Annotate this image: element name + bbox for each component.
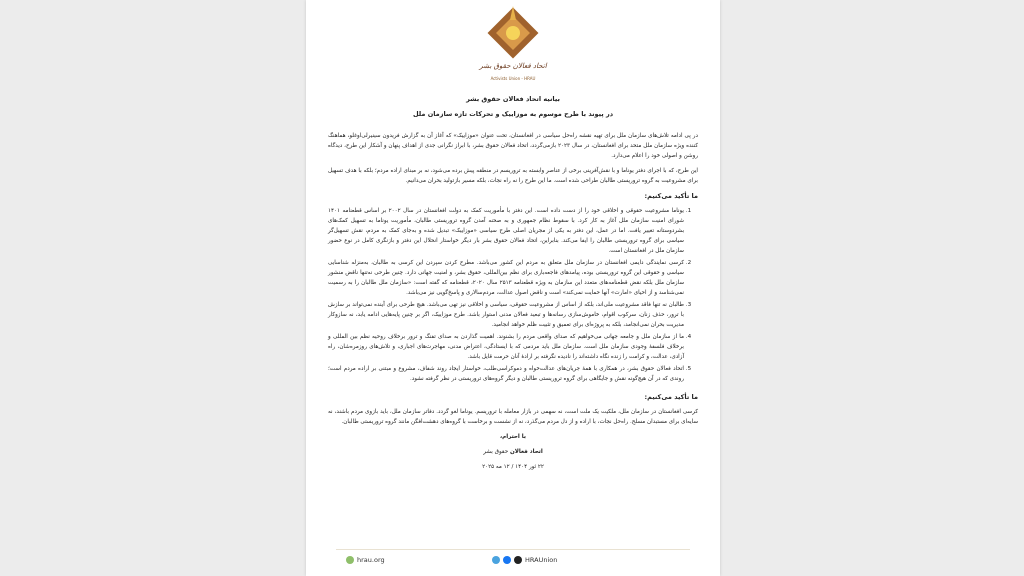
- document-page: [306, 0, 720, 576]
- signature-org-rest: حقوق بشر: [483, 449, 510, 455]
- logo-text: اتحاد فعالان حقوق بشر: [479, 62, 547, 70]
- footer-divider: [336, 549, 690, 550]
- document-title: بیانیه اتحاد فعالان حقوق بشر: [466, 95, 560, 103]
- footer: [306, 553, 720, 569]
- document-subtitle: در پیوند با طرح موسوم به موزاییک و تحرکات تازه سازمان ملل: [412, 110, 614, 118]
- signature: [328, 447, 698, 457]
- x-icon[interactable]: [514, 556, 522, 564]
- list-item: 4. ما از سازمان ملل و جامعه جهانی می‌خواهیم که صدای واقعی مردم را بشنوند. اهمیت گذاردن به صدای تفنگ و ترور برخلاف روحیه نظم بین المللی و برخلاف فلسفهٔ وجودی سازمان ملل است. سازمان ملل باید مردمی که با ایستادگی، اعتراض مدنی، مهاجرت‌های اجباری، و تلاش‌های روزمره‌شان، راه آزادی، عدالت، و کرامت را زنده نگاه داشته‌اند را نادیده نگرفته بر ارادهٔ آنان حرمت قایل باشد.: [328, 332, 684, 362]
- facebook-icon[interactable]: [503, 556, 511, 564]
- points-list: [328, 206, 698, 384]
- logo-caption: Activists Union - HRAU: [490, 76, 536, 81]
- section-heading: ما تأکید می‌کنیم:: [644, 192, 698, 200]
- statement-body: [328, 94, 698, 477]
- social-handle[interactable]: HRAUnion: [525, 556, 558, 564]
- closing-paragraph: کرسی افغانستان در سازمان ملل، ملکیت یک ملت است، نه سهمی در بازار معامله با تروریسم. یوناما لغو گردد. دفاتر سازمان ملل، باید بازوی مردم باشند، نه سایه‌ای برای مستبدان مسلح. راه‌حل نجات، با اراده و از دل مردم می‌گذرد، نه از نشست و برخاست با گروه‌های دهشت‌افگن مانند گروه تروریستی طالبان.: [328, 409, 698, 425]
- globe-icon: [346, 556, 354, 564]
- website[interactable]: [346, 556, 385, 564]
- list-item: 5. اتحاد فعالان حقوق بشر، در همکاری با همهٔ جریان‌های عدالت‌خواه و دموکراسی‌طلب، خواستار ایجاد روند شفاف، مشروع و مبتنی بر اراده مردم است؛ روندی که در آن هیچ‌گونه نقش و جایگاهی برای گروه تروریستی طالبان و دیگر گروه‌های تروریستی در نظر گرفته نشود.: [328, 364, 684, 384]
- date: ۲۲ ثور ۱۴۰۴ / ۱۲ مه ۲۰۲۵: [482, 464, 544, 470]
- list-item: 3. طالبان نه تنها فاقد مشروعیت ملی‌اند، بلکه از اساس از مشروعیت حقوقی، سیاسی و اخلاقی نیز تهی می‌باشد. هیچ طرحی برای آینده نمی‌تواند بر سازش با ترور، حذف زنان، سرکوب اقوام، خاموش‌سازی رسانه‌ها و تبعید فعالان مدنی استوار باشد. طرح موزاییک، اگر بر چنین پایه‌هایی ادامه یابد، نه سازوکار مدیریت بحران نمی‌انجامد، بلکه به پروژه‌ای برای تعمیق و تثبیت ظلم خواهد انجامید.: [328, 300, 684, 330]
- social-links: [492, 556, 557, 564]
- regards: با احترام،: [499, 434, 526, 440]
- intro-paragraph: این طرح، که با اجرای دفتر یوناما و با نقش‌آفرینی برخی از عناصر وابسته به تروریسم در منطقه پیش برده می‌شود، نه بر مبنای اراده مردم؛ بلکه با هدف تسهیل برای مشروعیت به گروه تروریستی طالبان طراحی شده است. ما این طرح را نه راه نجات، بلکه مسیر بازتولید بحران می‌دانیم.: [328, 168, 698, 184]
- telegram-icon[interactable]: [492, 556, 500, 564]
- signature-org: اتحاد فعالان: [509, 449, 543, 455]
- section-heading: ما تأکید می‌کنیم:: [644, 393, 698, 401]
- website-link[interactable]: hrau.org: [357, 556, 385, 564]
- intro-paragraph: در پی ادامه تلاش‌های سازمان ملل برای تهیه نقشه راه‌حل سیاسی در افغانستان، تحت عنوان «موزاییک» که آغاز آن به گزارش فریدون سینیرلی‌اوغلو، هماهنگ کننده ویژه سازمان ملل متحد برای افغانستان، در سال ۲۰۲۳ بازمی‌گردد، اتحاد فعالان حقوق بشر، با ابراز نگرانی جدی از اهداف پنهان و آشکار این طرح، دیدگاه روشن و اصولی خود را اعلام می‌دارد.: [328, 133, 699, 159]
- list-item: 1. یوناما مشروعیت حقوقی و اخلاقی خود را از دست داده است. این دفتر با مأموریت کمک به دولت افغانستان در سال ۲۰۰۲ بر اساس قطعنامه ۱۴۰۱ شورای امنیت سازمان ملل آغاز به کار کرد. با سقوط نظام جمهوری و به صحنه آمدن گروه تروریستی طالبان، مأموریت یوناما به تسهیل کمک‌های بشردوستانه تغییر یافت. اما در عمل، این دفتر به یکی از مجریان اصلی طرح سیاسی «موزاییک» تبدیل شده و به‌جای کمک به مردم، نقش تسهیل‌گر سیاسی برای گروه تروریستی طالبان را ایفا می‌کند. بنابراین، اتحاد فعالان حقوق بشر بار دیگر خواستار انحلال این دفتر و بازنگری کامل در نوع حضور سازمان ملل در افغانستان است.: [328, 206, 684, 256]
- hrau-logo: [478, 6, 548, 72]
- list-item: 2. کرسی نمایندگی دایمی افغانستان در سازمان ملل متعلق به مردم این کشور می‌باشد. مطرح کردن سپردن این کرسی به طالبان، به‌منزله شناسایی سیاسی و حقوقی این گروه تروریستی بوده، پیامدهای فاجعه‌باری برای نظم بین‌المللی، حقوق بشر، و امنیت جهانی دارد. چنین طرحی نه‌تنها ناقض منشور سازمان ملل بلکه نقض قطعنامه‌های متعدد این سازمان به ویژه قطعنامه ۲۵۱۳ سال ۲۰۲۰، قطعنامه که گفته است: «سازمان ملل طالبان را به رسمیت نمی‌شناسد و از احیای «امارت» آنها حمایت نمی‌کند» است و ناقض اصول عدالت، مردم‌سالاری و پاسخ‌گویی نیز می‌باشد.: [328, 258, 684, 298]
